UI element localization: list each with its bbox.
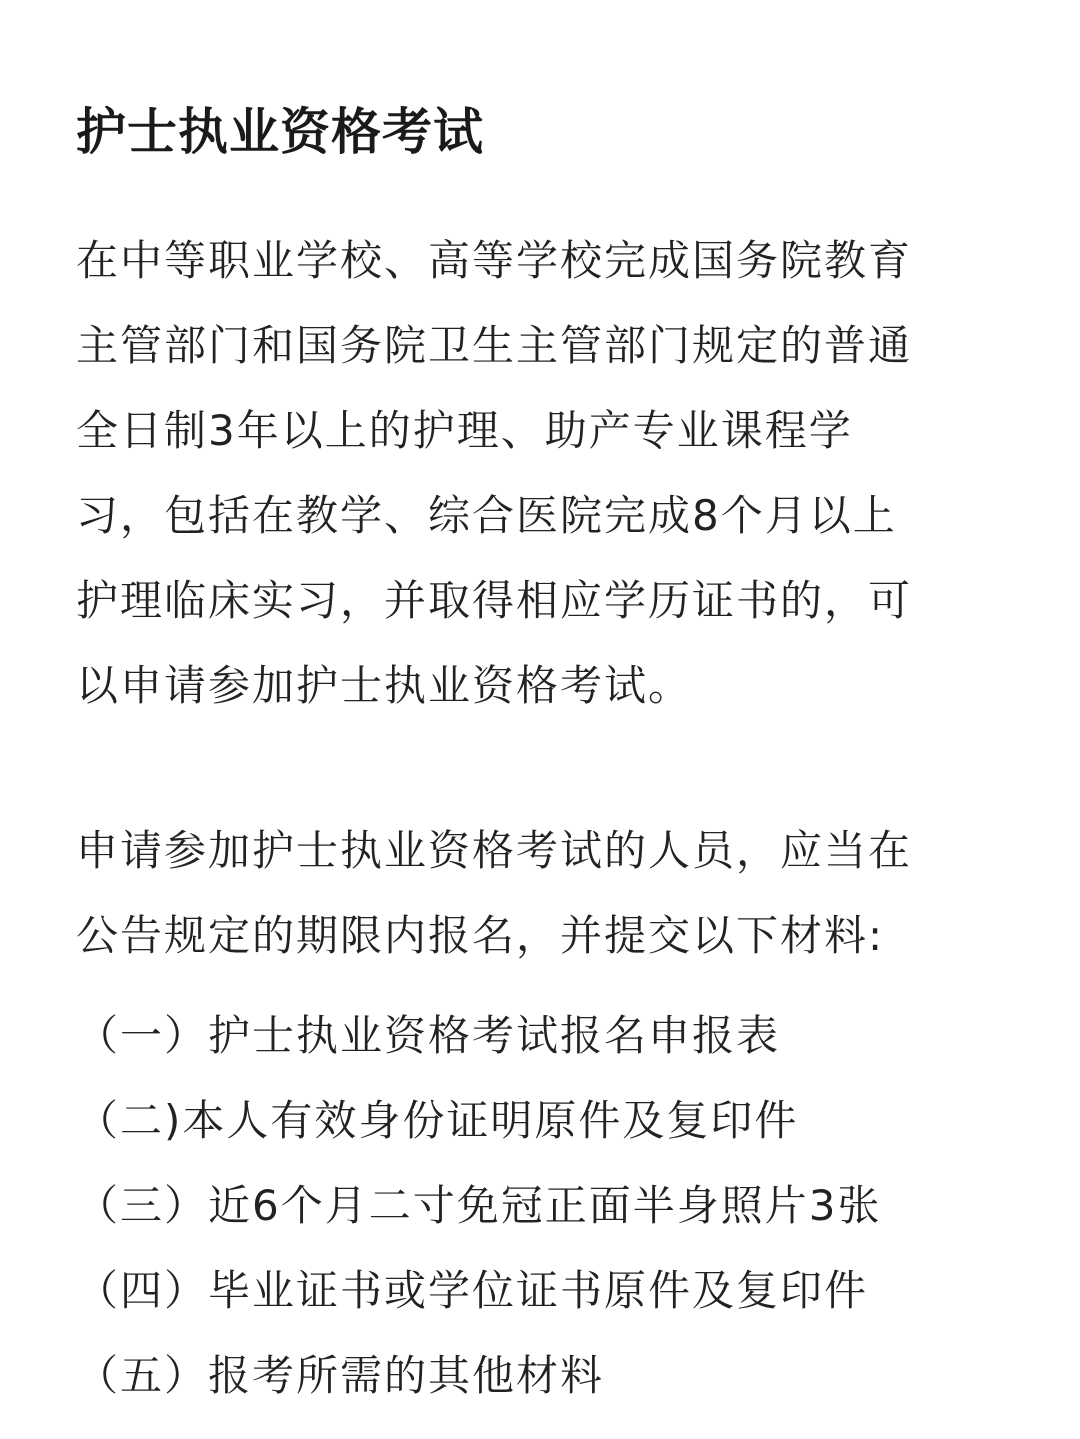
list-item: （五）报考所需的其他材料 [76,1351,605,1400]
list-item: （二)本人有效身份证明原件及复印件 [76,1096,799,1145]
list-item: （一）护士执业资格考试报名申报表 [76,1011,781,1060]
paragraph-line: 全日制3年以上的护理、助产专业课程学 [76,406,853,455]
page-title: 护士执业资格考试 [76,103,484,161]
paragraph-line: 以申请参加护士执业资格考试。 [76,661,693,710]
paragraph-line: 在中等职业学校、高等学校完成国务院教育 [76,236,913,285]
paragraph-line: 习，包括在教学、综合医院完成8个月以上 [76,491,897,540]
paragraph-line: 主管部门和国务院卫生主管部门规定的普通 [76,321,913,370]
list-item: （四）毕业证书或学位证书原件及复印件 [76,1266,869,1315]
eligibility-paragraph [76,218,1006,728]
materials-list [76,993,1006,1418]
registration-paragraph [76,808,1006,978]
paragraph-line: 护理临床实习，并取得相应学历证书的，可 [76,576,913,625]
list-item: （三）近6个月二寸免冠正面半身照片3张 [76,1181,882,1230]
paragraph-line: 公告规定的期限内报名，并提交以下材料: [76,911,885,960]
paragraph-line: 申请参加护士执业资格考试的人员，应当在 [76,826,913,875]
